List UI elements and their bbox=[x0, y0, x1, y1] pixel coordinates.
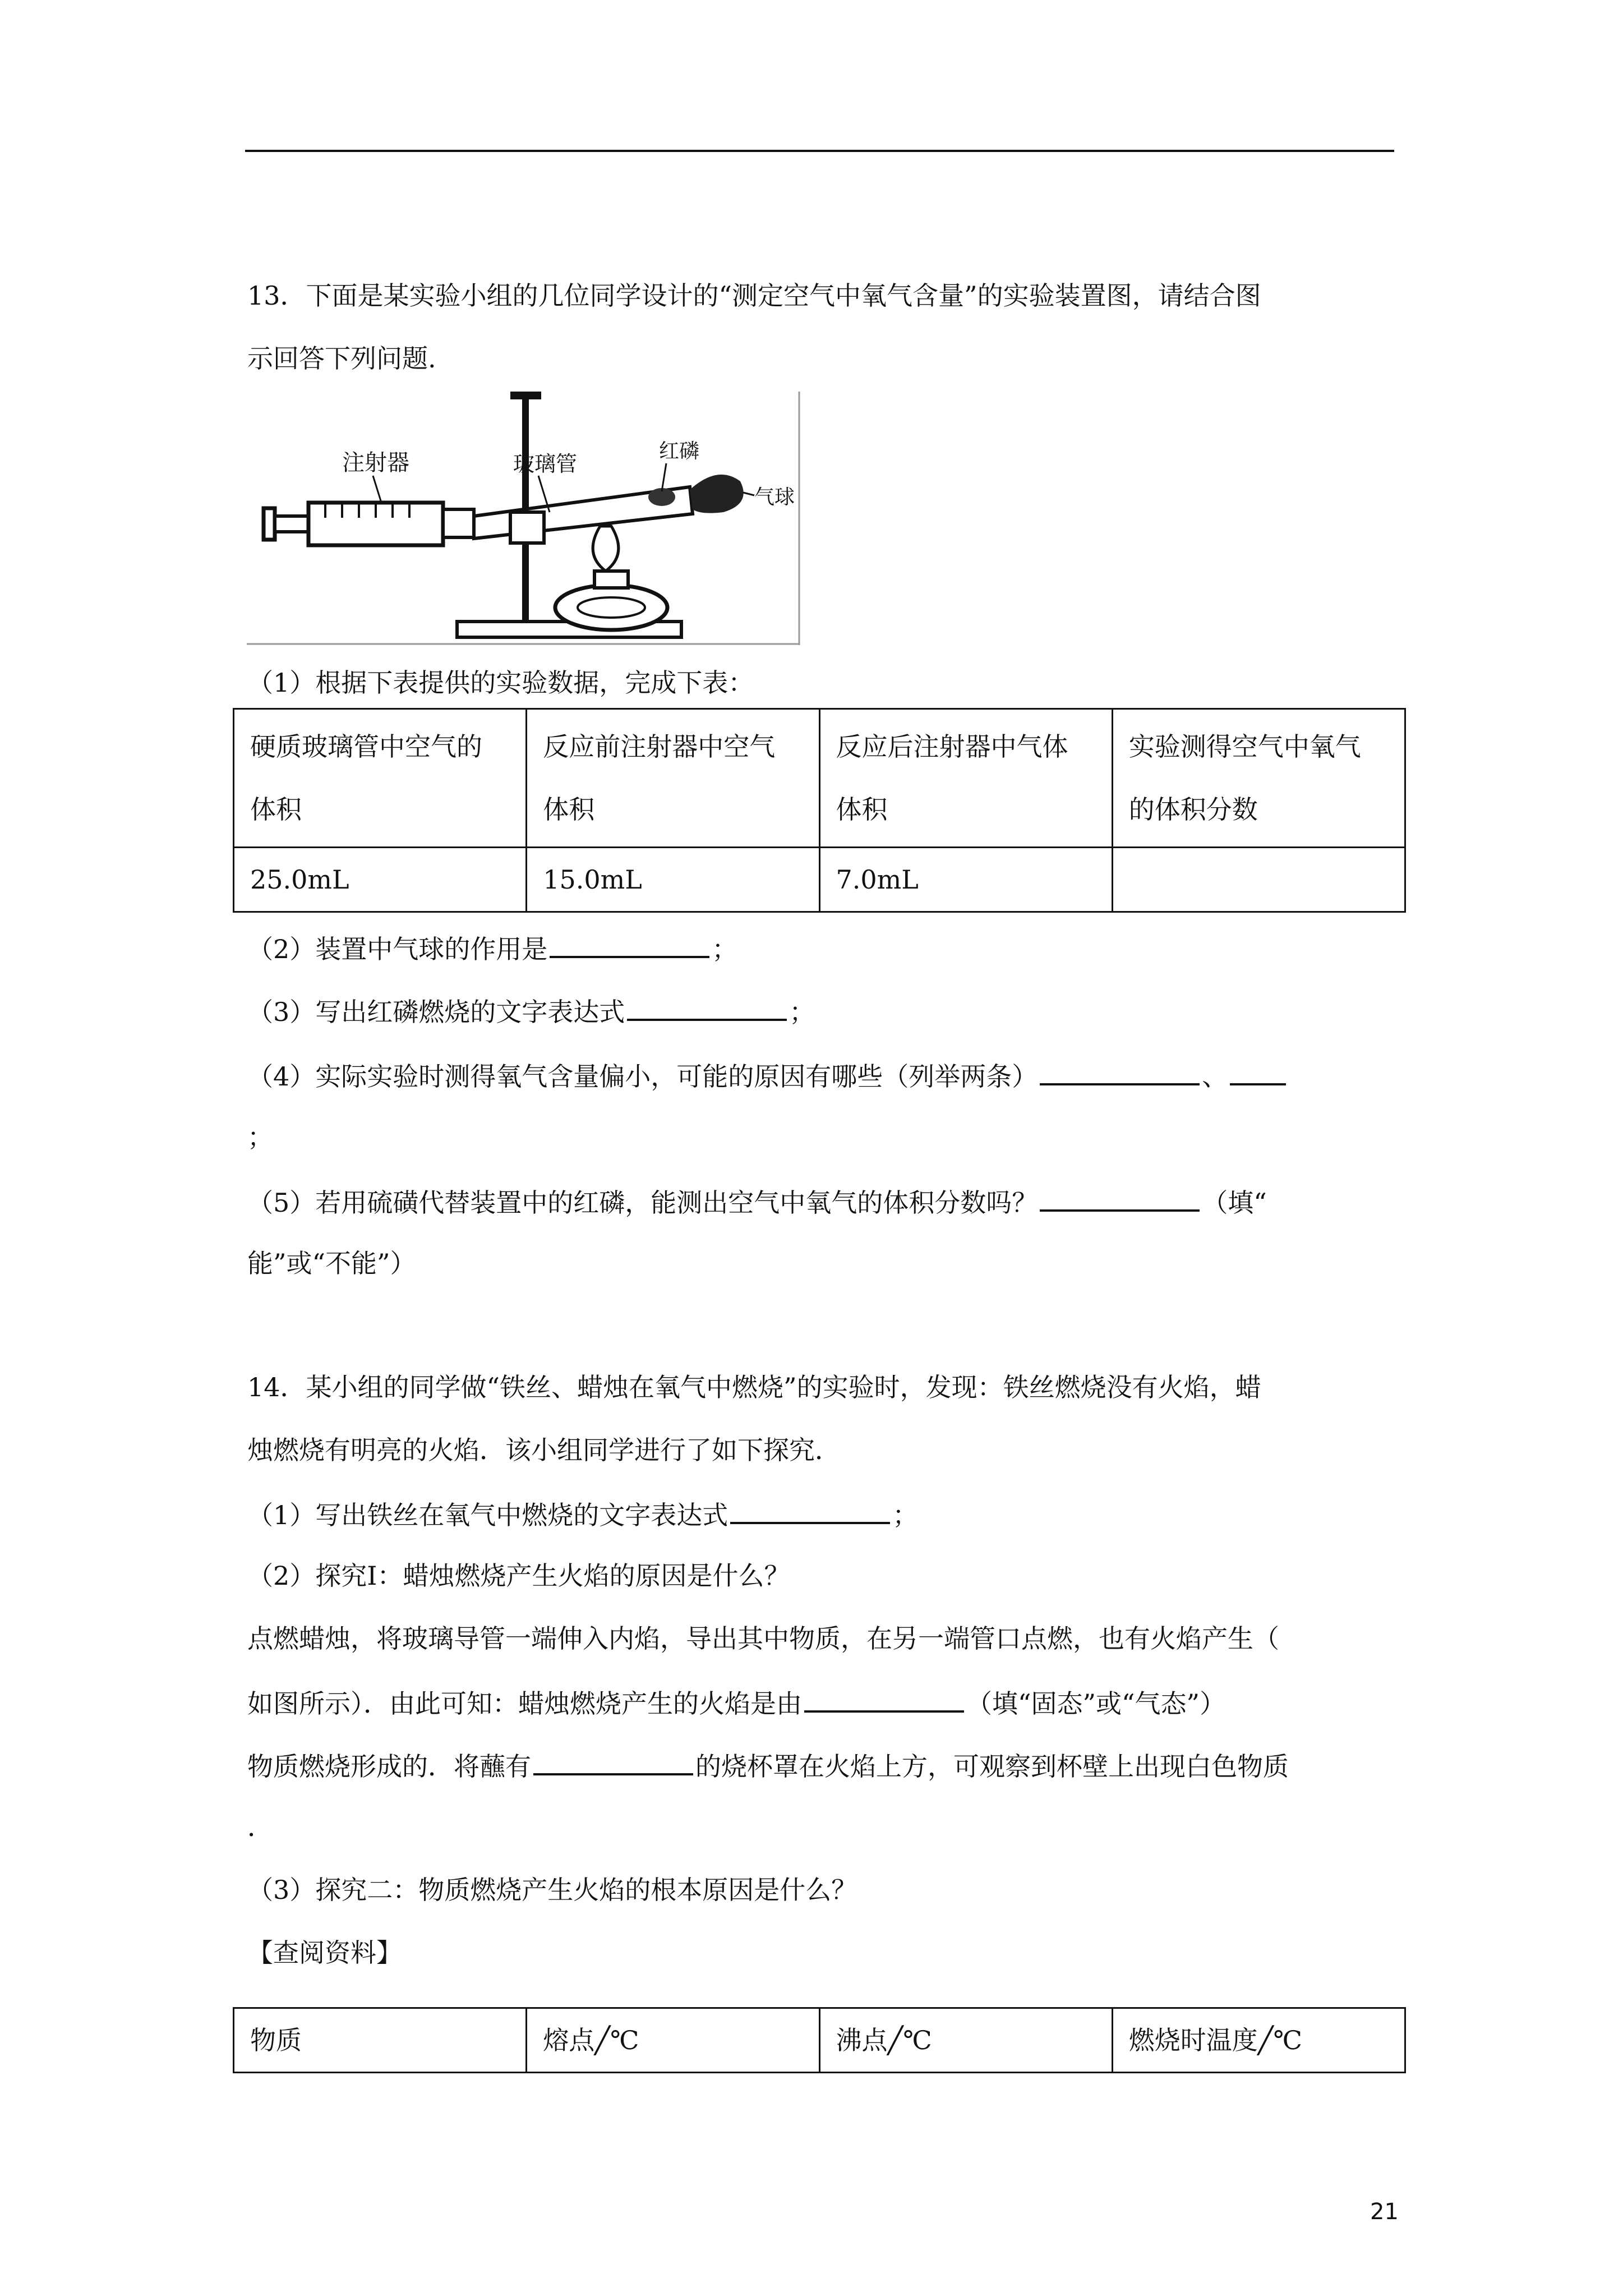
table-header-cell: 反应后注射器中气体 体积 bbox=[819, 709, 1112, 848]
q14-intro-line2: 烛燃烧有明亮的火焰．该小组同学进行了如下探究． bbox=[247, 1435, 841, 1465]
q14-sub2: （2）探究Ⅰ：蜡烛燃烧产生火焰的原因是什么？ bbox=[247, 1561, 790, 1591]
answer-blank[interactable] bbox=[1040, 1184, 1200, 1212]
answer-blank[interactable] bbox=[730, 1496, 890, 1524]
q14-sub1: （1）写出铁丝在氧气中燃烧的文字表达式 ； bbox=[247, 1496, 918, 1532]
page-number: 21 bbox=[1370, 2199, 1399, 2225]
answer-blank[interactable] bbox=[804, 1685, 964, 1713]
q14-para-line4: ． bbox=[247, 1812, 273, 1842]
q14-para-line3: 物质燃烧形成的．将蘸有 的烧杯罩在火焰上方，可观察到杯壁上出现白色物质 bbox=[247, 1747, 1289, 1783]
table-header-cell: 沸点╱℃ bbox=[819, 2008, 1112, 2073]
q13-intro-line2: 示回答下列问题. bbox=[247, 343, 436, 374]
label-syringe: 注射器 bbox=[342, 450, 409, 476]
q13-sub4-line2: ； bbox=[247, 1122, 273, 1152]
answer-cell[interactable] bbox=[1112, 848, 1405, 912]
answer-blank[interactable] bbox=[1040, 1057, 1200, 1085]
table-cell: 25.0mL bbox=[234, 848, 527, 912]
q13-sub5: （5）若用硫磺代替装置中的红磷，能测出空气中氧气的体积分数吗？ （填“ bbox=[247, 1184, 1267, 1220]
table-row bbox=[234, 2008, 1405, 2073]
table-header-cell: 物质 bbox=[234, 2008, 527, 2073]
label-red-phosphorus: 红磷 bbox=[659, 440, 700, 463]
q13-sub4: （4）实际实验时测得氧气含量偏小，可能的原因有哪些（列举两条） 、 bbox=[247, 1057, 1288, 1093]
table-cell: 7.0mL bbox=[819, 848, 1112, 912]
table-cell: 15.0mL bbox=[527, 848, 819, 912]
answer-blank[interactable] bbox=[533, 1747, 693, 1775]
table-header-cell: 反应前注射器中空气 体积 bbox=[527, 709, 819, 848]
apparatus-figure bbox=[247, 392, 802, 645]
table-header-cell: 实验测得空气中氧气 的体积分数 bbox=[1112, 709, 1405, 848]
q13-sub2: （2）装置中气球的作用是 ； bbox=[247, 930, 737, 966]
q13-sub3: （3）写出红磷燃烧的文字表达式 ； bbox=[247, 993, 815, 1029]
answer-blank[interactable] bbox=[627, 993, 787, 1021]
q13-sub5-line2: 能”或“不能”） bbox=[247, 1248, 416, 1278]
q13-intro-line1: 13．下面是某实验小组的几位同学设计的“测定空气中氧气含量”的实验装置图，请结合图 bbox=[247, 280, 1261, 311]
q14-sub3: （3）探究二：物质燃烧产生火焰的根本原因是什么？ bbox=[247, 1875, 857, 1905]
q14-intro-line1: 14．某小组的同学做“铁丝、蜡烛在氧气中燃烧”的实验时，发现：铁丝燃烧没有火焰，蜡 bbox=[247, 1372, 1261, 1402]
answer-blank[interactable] bbox=[1230, 1057, 1286, 1085]
q14-reference-table bbox=[233, 2007, 1406, 2073]
table-row bbox=[234, 848, 1405, 912]
table-header-cell: 熔点╱℃ bbox=[527, 2008, 819, 2073]
table-header-cell: 燃烧时温度╱℃ bbox=[1112, 2008, 1405, 2073]
q14-reference-heading: 【查阅资料】 bbox=[247, 1938, 402, 1968]
q14-para-line2: 如图所示）．由此可知：蜡烛燃烧产生的火焰是由 （填“固态”或“气态”） bbox=[247, 1685, 1225, 1720]
label-balloon: 气球 bbox=[754, 486, 795, 509]
q14-para-line1: 点燃蜡烛，将玻璃导管一端伸入内焰，导出其中物质，在另一端管口点燃，也有火焰产生（ bbox=[247, 1623, 1279, 1654]
label-glass-tube: 玻璃管 bbox=[513, 452, 578, 476]
q13-sub1: （1）根据下表提供的实验数据，完成下表： bbox=[247, 668, 754, 698]
table-row bbox=[234, 709, 1405, 848]
header-rule bbox=[245, 150, 1394, 152]
table-header-cell: 硬质玻璃管中空气的 体积 bbox=[234, 709, 527, 848]
q13-data-table bbox=[233, 708, 1406, 913]
answer-blank[interactable] bbox=[550, 930, 709, 958]
